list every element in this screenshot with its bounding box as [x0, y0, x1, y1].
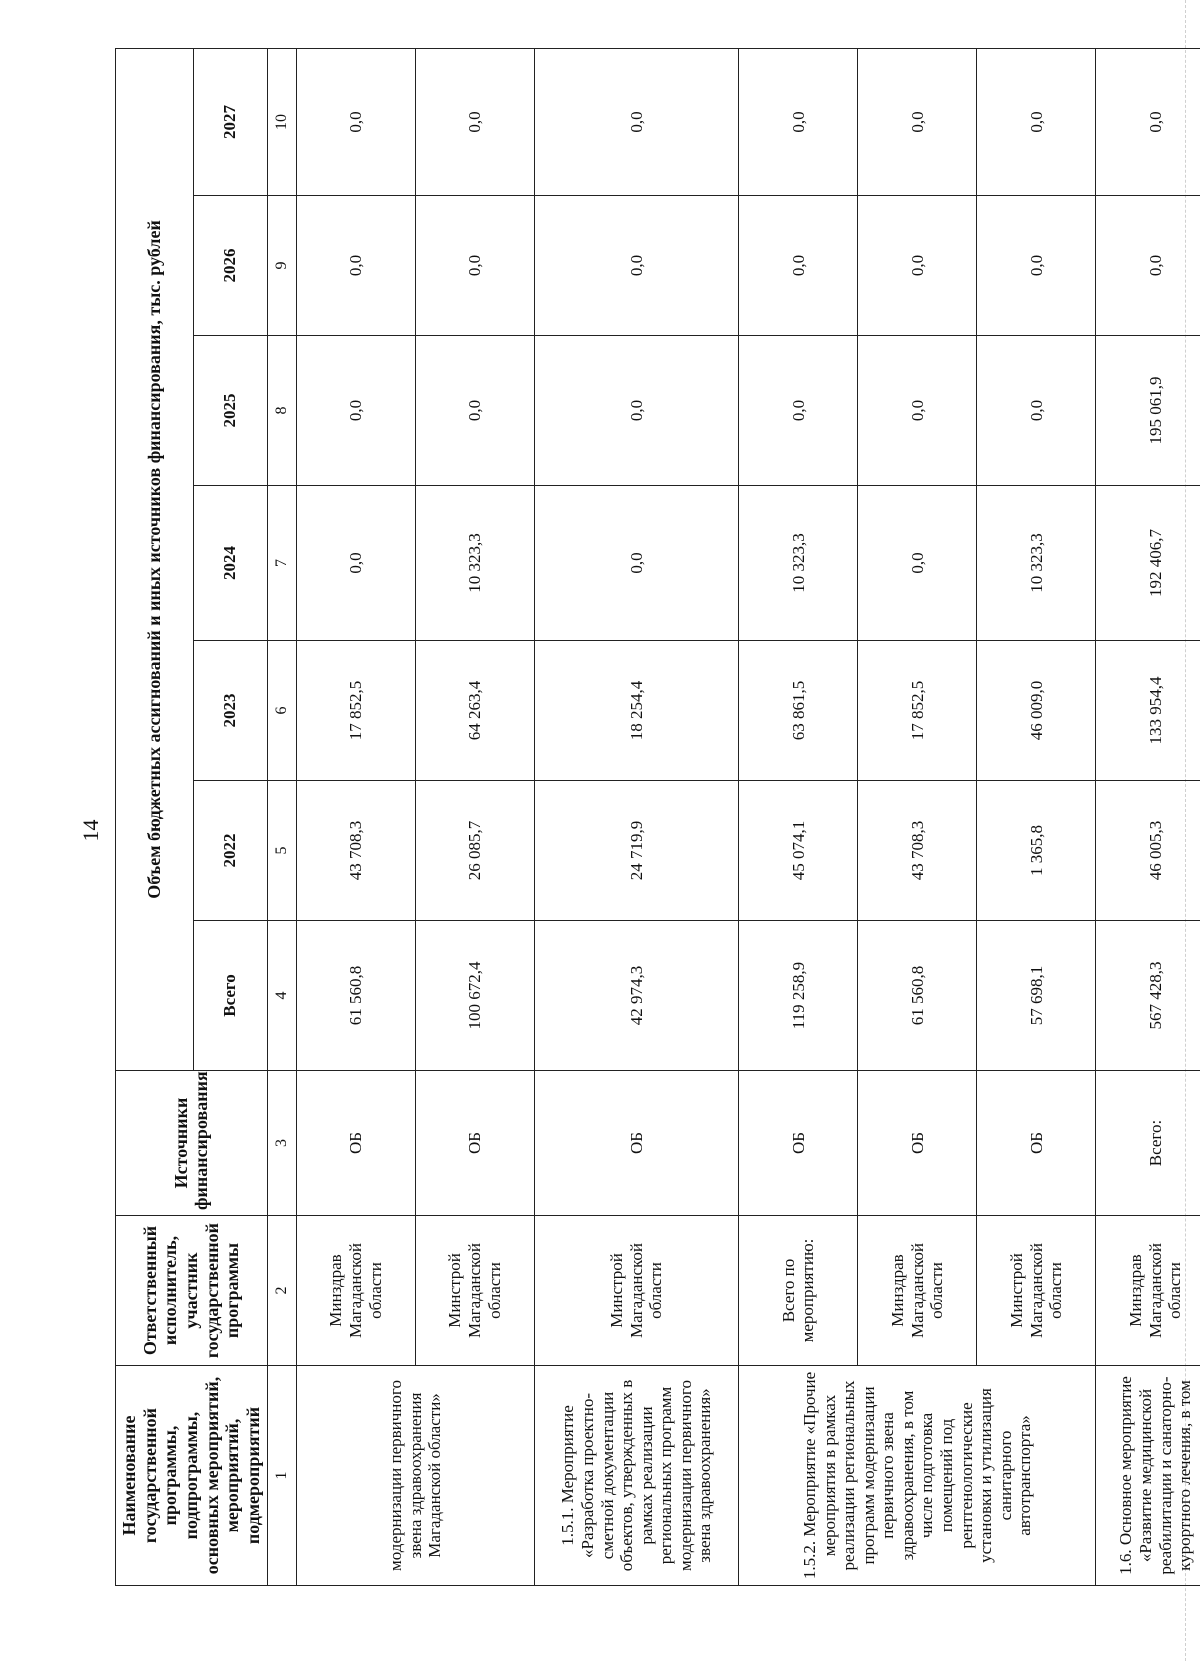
value-2025: 0,0 — [534, 336, 739, 486]
value-2025: 0,0 — [415, 336, 534, 486]
budget-table — [115, 48, 1200, 1586]
value-2027: 0,0 — [296, 48, 415, 195]
value-2023: 63 861,5 — [739, 641, 858, 781]
value-2024: 0,0 — [296, 486, 415, 641]
value-2025: 0,0 — [296, 336, 415, 486]
value-total: 61 560,8 — [858, 921, 977, 1071]
row-source: ОБ — [858, 1071, 977, 1216]
value-2026: 0,0 — [296, 196, 415, 336]
row-executor: Минздрав Магаданской области — [858, 1216, 977, 1366]
value-2026: 0,0 — [858, 196, 977, 336]
column-number: 7 — [267, 486, 296, 641]
row-name: 1.5.1. Мероприятие «Разработка проектно-сметной документации объектов, утвержденных в рамках реализации региональных программ модернизации первичного звена здравоохранения» — [534, 1366, 739, 1586]
header-year-2027: 2027 — [193, 48, 267, 195]
value-2027: 0,0 — [1096, 48, 1200, 195]
value-2026: 0,0 — [977, 196, 1096, 336]
value-2024: 10 323,3 — [415, 486, 534, 641]
row-source: ОБ — [415, 1071, 534, 1216]
column-number: 2 — [267, 1216, 296, 1366]
value-2022: 45 074,1 — [739, 781, 858, 921]
value-2025: 195 061,9 — [1096, 336, 1200, 486]
value-2022: 24 719,9 — [534, 781, 739, 921]
value-total: 57 698,1 — [977, 921, 1096, 1071]
header-year-2024: 2024 — [193, 486, 267, 641]
table-row — [858, 48, 977, 1585]
row-source: ОБ — [739, 1071, 858, 1216]
column-number: 8 — [267, 336, 296, 486]
row-source: ОБ — [534, 1071, 739, 1216]
header-year-2022: 2022 — [193, 781, 267, 921]
row-source: Всего: — [1096, 1071, 1200, 1216]
row-executor: Минстрой Магаданской области — [534, 1216, 739, 1366]
row-name: модернизации первичного звена здравоохранения Магаданской области» — [296, 1366, 534, 1586]
header-executor: Ответственный исполнитель, участник государственной программы — [116, 1216, 268, 1366]
value-2025: 0,0 — [977, 336, 1096, 486]
value-2022: 43 708,3 — [296, 781, 415, 921]
value-2026: 0,0 — [739, 196, 858, 336]
value-2024: 192 406,7 — [1096, 486, 1200, 641]
column-number: 5 — [267, 781, 296, 921]
value-2023: 18 254,4 — [534, 641, 739, 781]
value-2026: 0,0 — [534, 196, 739, 336]
row-executor: Всего по мероприятию: — [739, 1216, 858, 1366]
table-row — [1096, 48, 1200, 1585]
value-2024: 10 323,3 — [977, 486, 1096, 641]
header-year-2025: 2025 — [193, 336, 267, 486]
value-total: 119 258,9 — [739, 921, 858, 1071]
value-2022: 46 005,3 — [1096, 781, 1200, 921]
value-total: 42 974,3 — [534, 921, 739, 1071]
value-2024: 10 323,3 — [739, 486, 858, 641]
header-year-total: Всего — [193, 921, 267, 1071]
table-row — [534, 48, 739, 1585]
value-2027: 0,0 — [739, 48, 858, 195]
row-executor: Минстрой Магаданской области — [415, 1216, 534, 1366]
value-2026: 0,0 — [415, 196, 534, 336]
row-executor: Минздрав Магаданской области — [296, 1216, 415, 1366]
row-name: 1.5.2. Мероприятие «Прочие мероприятия в рамках реализации региональных программ модернизации первичного звена здравоохранения, в том числе подготовка помещений под рентгенологические установки и утилизация санитарного автотранспорта» — [739, 1366, 1096, 1586]
column-number: 9 — [267, 196, 296, 336]
table-row — [739, 48, 858, 1585]
value-2024: 0,0 — [858, 486, 977, 641]
value-2023: 133 954,4 — [1096, 641, 1200, 781]
value-2025: 0,0 — [858, 336, 977, 486]
value-total: 100 672,4 — [415, 921, 534, 1071]
value-2022: 26 085,7 — [415, 781, 534, 921]
row-executor: Минстрой Магаданской области — [977, 1216, 1096, 1366]
header-year-2026: 2026 — [193, 196, 267, 336]
row-source: ОБ — [296, 1071, 415, 1216]
table-row — [977, 48, 1096, 1585]
value-total: 61 560,8 — [296, 921, 415, 1071]
value-2023: 64 263,4 — [415, 641, 534, 781]
row-executor: Минздрав Магаданской области — [1096, 1216, 1200, 1366]
column-number: 1 — [267, 1366, 296, 1586]
value-2023: 17 852,5 — [858, 641, 977, 781]
value-2023: 46 009,0 — [977, 641, 1096, 781]
header-source: Источники финансирования — [116, 1071, 268, 1216]
header-volume: Объем бюджетных ассигнований и иных источников финансирования, тыс. рублей — [116, 48, 194, 1070]
row-source: ОБ — [977, 1071, 1096, 1216]
value-2022: 43 708,3 — [858, 781, 977, 921]
header-name: Наименование государственной программы, подпрограммы, основных мероприятий, мероприятий, подмероприятий — [116, 1366, 268, 1586]
column-number: 6 — [267, 641, 296, 781]
header-year-2023: 2023 — [193, 641, 267, 781]
value-2025: 0,0 — [739, 336, 858, 486]
page-number: 14 — [78, 819, 103, 842]
column-number: 4 — [267, 921, 296, 1071]
value-2027: 0,0 — [977, 48, 1096, 195]
value-2022: 1 365,8 — [977, 781, 1096, 921]
value-2027: 0,0 — [415, 48, 534, 195]
value-2027: 0,0 — [858, 48, 977, 195]
value-2026: 0,0 — [1096, 196, 1200, 336]
value-total: 567 428,3 — [1096, 921, 1200, 1071]
value-2027: 0,0 — [534, 48, 739, 195]
value-2023: 17 852,5 — [296, 641, 415, 781]
value-2024: 0,0 — [534, 486, 739, 641]
table-row — [296, 48, 415, 1585]
row-name: 1.6. Основное мероприятие «Развитие медицинской реабилитации и санаторно-курортного лечения, в том — [1096, 1366, 1200, 1586]
column-number: 3 — [267, 1071, 296, 1216]
column-number: 10 — [267, 48, 296, 195]
table-row — [415, 48, 534, 1585]
